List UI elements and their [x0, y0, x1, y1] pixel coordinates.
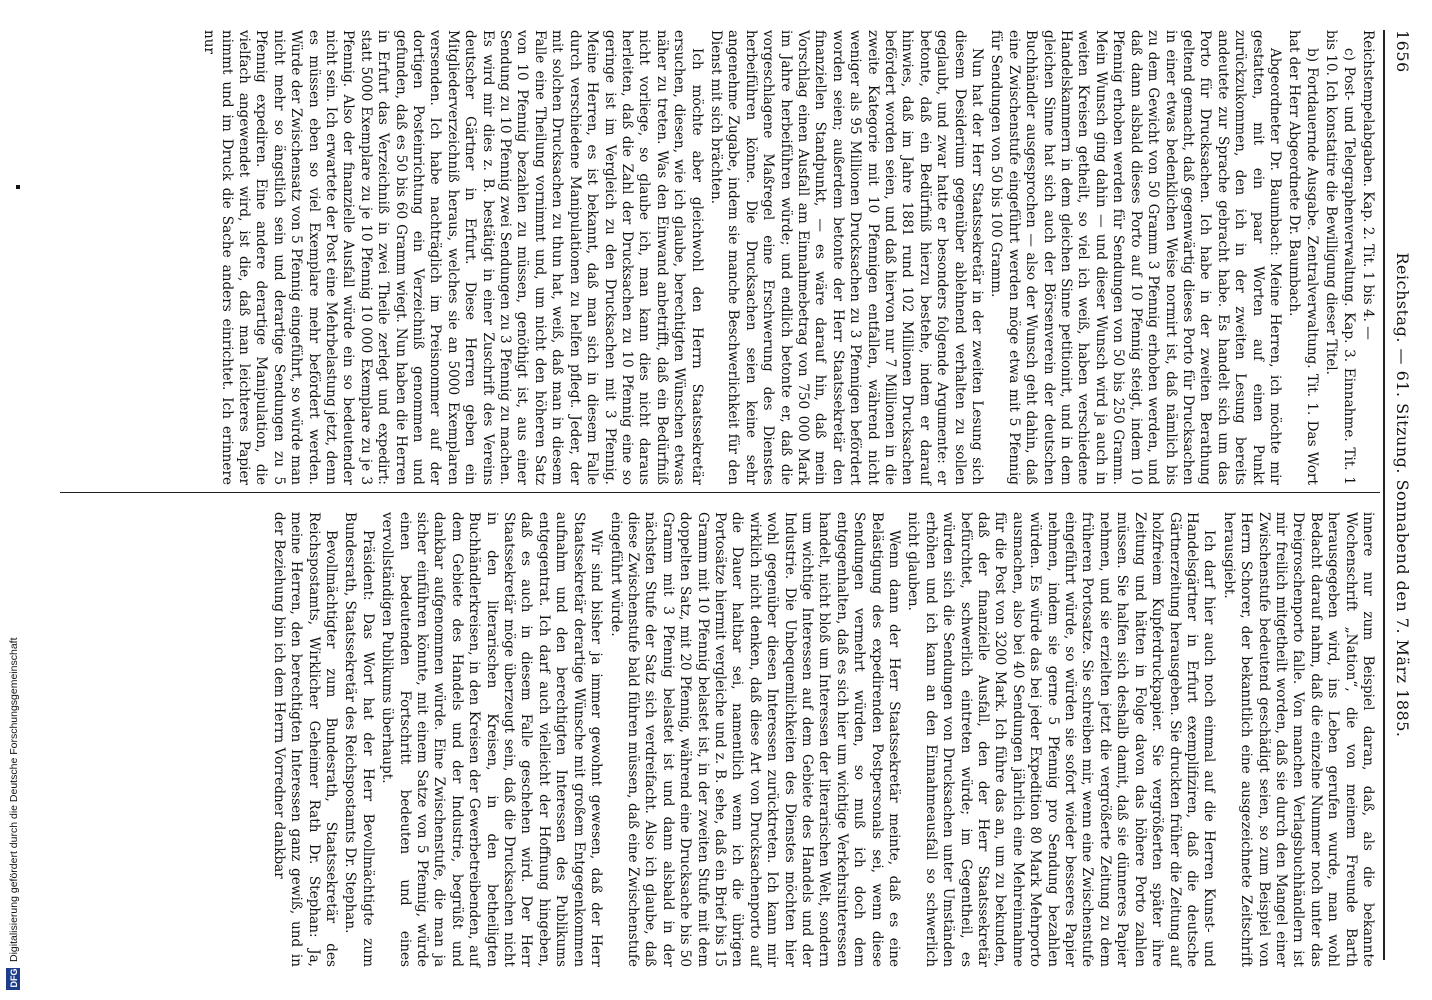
- right-column: [267, 512, 1376, 967]
- paragraph: Nun hat der Herr Staatssekretär in der zweiten Lesung sich diesem Desiderium gegenüber ablehnend verhalten zu sollen geglaubt, und zwar hatte er besonders folgende Argumente: er betonte, daß ein Bedürfniß hierzu bestehe, indem er darauf hinwies, daß im Jahre 1881 rund 102 Millionen Drucksachen befördert worden seien, und daß hiervon nur 7 Millionen in die zweite Kategorie mit 10 Pfennigen entfallen, während nicht weniger als 95 Millionen Drucksachen zu 3 Pfennigen befördert worden seien; außerdem betonte der Herr Staatssekretär den finanziellen Standpunkt, — es wäre darauf hin, daß mein Vorschlag einen Ausfall am Einnahmebetrag von 750 000 Mark im Jahre herbeiführen würde; und endlich betonte er, daß die vorgeschlagene Maßregel eine Erschwerung des Dienstes herbeiführen könne. Die Drucksachen seien keine sehr angenehme Zugabe, indem sie manche Beschwerlichkeit für den Dienst mit sich brächten.: [707, 30, 986, 485]
- paragraph: innere nur zum Beispiel daran, daß, als die bekannte Wochenschrift „Nation“, die von meinem Freunde Barth herausgegeben wird, ins Leben gerufen wurde, man wohl Bedacht darauf nahm, daß die einzelne Nummer noch unter das Dreigroschenporto falle. Von manchen Verlagsbuchhändlern ist mir freilich mitgetheilt worden, daß sie durch den Mangel einer Zwischenstufe bedeutend geschädigt seien, so zum Beispiel von Herrn Schorer, der bekanntlich eine ausgezeichnete Zeitschrift herausgiebt.: [1220, 512, 1376, 967]
- page-header: [1384, 30, 1412, 960]
- paragraph: Wenn dann der Herr Staatssekretär meinte, daß es eine Belästigung des expedirenden Postpersonals sei, wenn diese Sendungen vermehrt würden, so muß ich doch dem entgegenhalten, daß es sich hier um wichtige Verkehrsinteressen handelt, nicht bloß um Interessen der literarischen Welt, sondern um wichtige Interessen auf dem Gebiete des Handels und der Industrie. Die Unbequemlichkeiten des Dienstes möchten hier wohl gegenüber diesen Interessen zurücktreten. Ich kann mir wirklich nicht denken, daß diese Art von Drucksachenporto auf die Dauer haltbar sei, namentlich wenn ich die übrigen Portosätze hiermit vergleiche und z. B. sehe, daß ein Brief bis 15 Gramm mit 10 Pfennig belastet ist, in der zweiten Stufe mit dem doppelten Satz, mit 20 Pfennig, während eine Drucksache bis 50 Gramm mit 3 Pfennig belastet ist und dann alsbald in der nächsten Stufe der Satz sich verdreifacht. Also ich glaube, daß diese Zwischenstufe bald führen müssen, daß eine Zwischenstufe eingeführt würde.: [607, 512, 903, 967]
- dfg-logo-text: DFG: [9, 968, 19, 988]
- column-divider: [60, 492, 1380, 493]
- header-rule: [1383, 30, 1385, 960]
- left-column: [198, 30, 1376, 485]
- page-title: Reichstag. — 61. Sitzung. Sonnabend den 7. März 1885.: [1393, 252, 1412, 738]
- paragraph: Ich darf hier auch noch einmal auf die Herren Kunst- und Handelsgärtner in Erfurt exemplifiziren, daß die deutsche Gärtnerzeitung herausgeben. Sie druckten früher die Zeitung auf holzfreiem Kupferdruckpapier. Sie vergrößerten später ihre Zeitung und hätten in Folge davon das höhere Porto zahlen müssen. Sie halfen sich deshalb damit, daß sie dünneres Papier nehmen, und sie erzielten jetzt die vergrößerte Zeitung zu dem früheren Portosatze. Sie schreiben mir, wenn eine Zwischenstufe eingeführt würde, so würden sie sofort wieder besseres Papier nehmen, indem sie gerne 5 Pfennig pro Sendung bezahlen würden. Es würde das bei jeder Expedition 80 Mark Mehrporto ausmachen, also bei 40 Sendungen jährlich eine Mehreinnahme für die Post von 3200 Mark. Ich führe das an, um zu bekunden, daß der finanzielle Ausfall, den der Herr Staatssekretär befürchtet, schwerlich eintreten würde; im Gegentheil, es würden sich die Sendungen von Drucksachen unter Umständen erhöhen und ich kann an den Einnahmeausfall so schwerlich nicht glauben.: [905, 512, 1218, 967]
- footer-text: Digitalisierung gefördert durch die Deutsche Forschungsgemeinschaft: [8, 637, 20, 962]
- footer-credit: [0, 0, 30, 1000]
- paragraph: Bevollmächtigter zum Bundesrath, Staatssekretär des Reichspostamts, Wirklicher Geheimer Rath Dr. Stephan: Ja, meine Herren, den berechtigten Interessen ganz gewiß, und in der Beziehung bin ich dem Herrn Vorredner dankbar: [270, 512, 340, 967]
- paragraph: Präsident: Das Wort hat der Herr Bevollmächtigte zum Bundesrath, Staatssekretär des Reichspostamts Dr. Stephan.: [342, 512, 376, 967]
- paragraph: Wir sind bisher ja immer gewohnt gewesen, daß der Herr Staatssekretär derartige Wünsche mit großem Entgegenkommen aufnahm und den berechtigten Interessen des Publikums entgegentrat. Ich darf auch vielleicht der Hoffnung hingeben, daß es auch in diesem Falle geschehen wird. Der Herr Staatssekretär möge überzeugt sein, daß die Drucksachen nicht in den literarischen Kreisen, in den betheiligten Buchhändlerkreisen, in den Kreisen der Gewerbetreibenden, auf dem Gebiete des Handels und der Industrie, begrüßt und dankbar aufgenommen würde. Eine Zwischenstufe, die man ja sicher einführen könnte, mit einem Satze von 5 Pfennig, würde einen bedeutenden Fortschritt bedeuten und eines vervollständigen Publikums überhaupt.: [379, 512, 605, 967]
- paragraph: b) Fortdauernde Ausgabe. Zentralverwaltung. Tit. 1. Das Wort hat der Herr Abgeordnete Dr. Baumbach.: [1286, 30, 1320, 485]
- paragraph: Ich möchte aber gleichwohl den Herrn Staatssekretär ersuchen, diesen, wie ich glaube, berechtigten Wünschen etwas näher zu treten. Was den Einwand anbetrifft, daß ein Bedürfniß nicht vorliege, so glaube ich, man kann dies nicht daraus herleiten, daß die Zahl der Drucksachen zu 10 Pfennig eine so geringe ist im Vergleich zu den Drucksachen mit 3 Pfennig. Meine Herren, es ist bekannt, daß man sich in diesem Falle durch verschiedene Manipulationen zu helfen pflegt. Jeder, der mit solchen Drucksachen zu thun hat, weiß, daß man in diesem Falle eine Theilung vornimmt und, um nicht den höheren Satz von 10 Pfennig bezahlen zu müssen, genöthigt ist, aus einer Sendung zu 10 Pfennig zwei Sendungen zu 3 Pfennig zu machen. Es wird mir dies z. B. bestätigt in einer Zuschrift des Vereins deutscher Gärtner in Erfurt. Diese Herren geben ein Mitgliederverzeichniß heraus, welches sie an 5000 Exemplaren versenden. Ich habe nachträglich im Preisnommer auf der dortigen Posteinrichtung ein Verzeichniß genommen und gefunden, daß es 50 bis 60 Gramm wiegt. Nun haben die Herren in Erfurt das Verzeichniß in zwei Theile zerlegt und expedirt: statt 5000 Exemplare zu je 10 Pfennig 10 000 Exemplare zu je 3 Pfennig. Also der finanzielle Ausfall würde ein so bedeutender nicht sein. Ich erwartete der Post eine Mehrbelastung jetzt, denn es müssen eben so viel Exemplare mehr befördert werden. Würde der Zwischensatz von 5 Pfennig eingeführt, so würde man nicht mehr so ängstlich sein und derartige Sendungen zu 5 Pfennig expediren. Eine andere derartige Manipulation, die vielfach angewendet wird, ist die, daß man leichteres Papier nimmt und im Druck die Sache anders einrichtet. Ich erinnere nur: [201, 30, 705, 485]
- paragraph: Abgeordneter Dr. Baumbach: Meine Herren, ich möchte mir gestatten, mit ein paar Worten auf einen Punkt zurückzukommen, den ich in der zweiten Lesung bereits andeutete zur Sprache gebracht habe. Es handelt sich um das Porto für Drucksachen. Ich habe in der zweiten Berathung geltend gemacht, daß gegenwärtig dieses Porto für Drucksachen in einer etwas bedenklichen Weise normirt ist, daß nämlich bis zu dem Gewicht von 50 Gramm 3 Pfennig erhoben werden, und daß dann alsbald dieses Porto auf 10 Pfennig steigt, indem 10 Pfennig erhoben werden für Sendungen von 50 bis 250 Gramm. Mein Wunsch ging dahin — und dieser Wunsch wird ja auch in weiten Kreisen getheilt, so viel ich weiß, haben verschiedene Handelskammern in dem gleichen Sinne petitionirt, und in dem gleichen Sinne hat sich auch der Börsenverein der deutschen Buchhändler ausgesprochen — also der Wunsch geht dahin, daß eine Zwischenstufe eingeführt werden möge etwa mit 5 Pfennig für Sendungen von 50 bis 100 Gramm.: [988, 30, 1283, 485]
- scan-mark: [16, 185, 20, 189]
- paragraph: Reichstempelabgaben. Kap. 2. Tit. 1 bis 4. —: [1360, 30, 1376, 340]
- page-number: 1656: [1393, 30, 1412, 73]
- paragraph: c) Post- und Telegraphenverwaltung. Kap. 3. Einnahme. Tit. 1 bis 10. Ich konstatire die Bewilligung dieser Titel.: [1323, 30, 1357, 485]
